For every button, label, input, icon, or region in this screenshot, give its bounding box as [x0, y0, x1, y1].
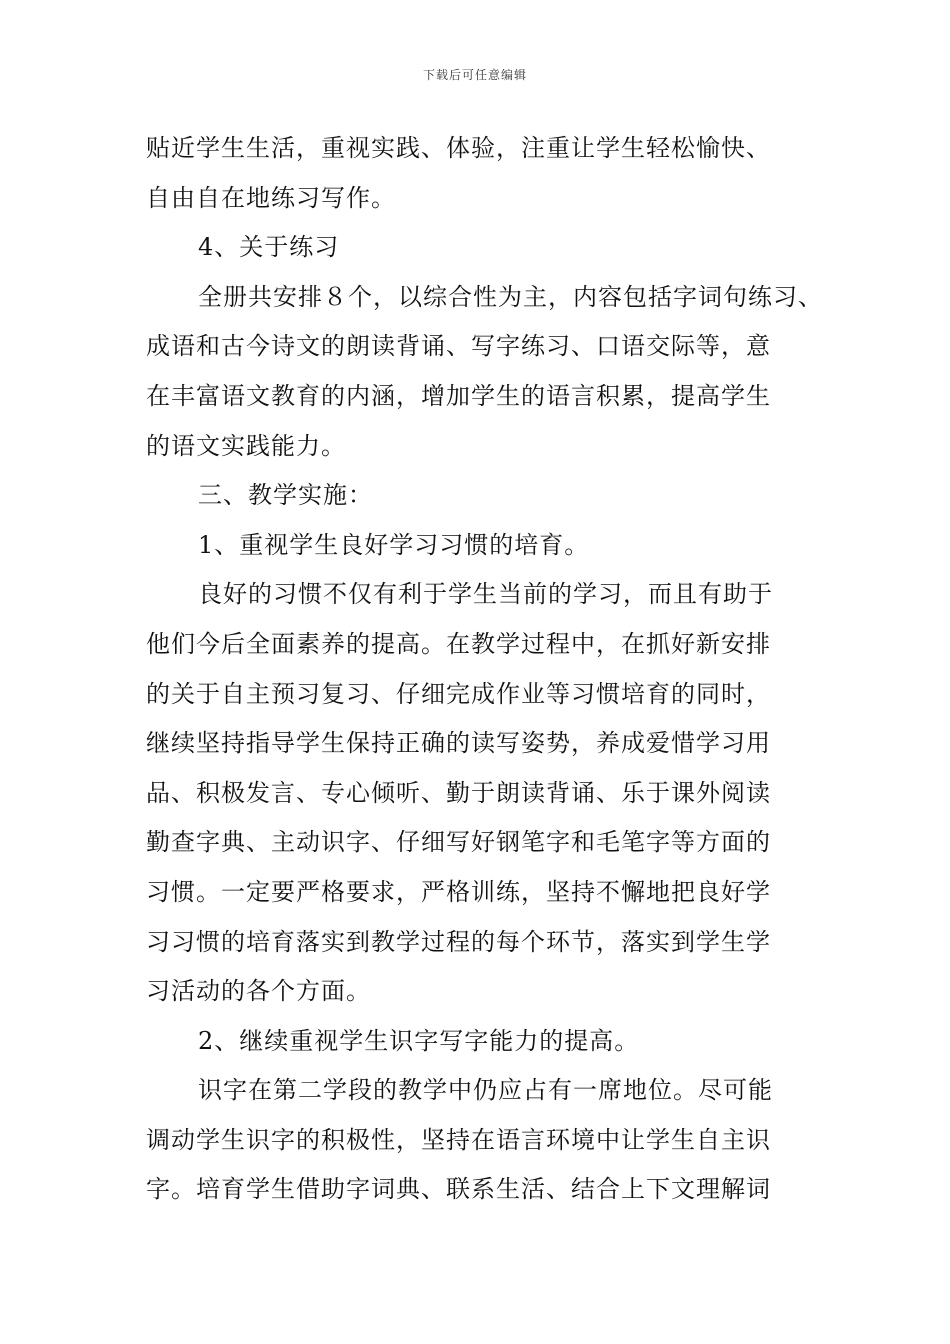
text-line: 全册共安排８个，以综合性为主，内容包括字词句练习、	[198, 282, 823, 311]
section-heading: 三、教学实施：	[198, 481, 373, 510]
text-line: 成语和古今诗文的朗读背诵、写字练习、口语交际等，意	[146, 332, 771, 361]
section-heading: 1、重视学生良好学习习惯的培育。	[198, 530, 590, 559]
text-line: 习活动的各个方面。	[146, 977, 371, 1006]
text-line: 良好的习惯不仅有利于学生当前的学习，而且有助于	[198, 580, 773, 609]
text-line: 的语文实践能力。	[146, 431, 346, 460]
text-line: 贴近学生生活，重视实践、体验，注重让学生轻松愉快、	[146, 134, 771, 162]
text-line: 习习惯的培育落实到教学过程的每个环节，落实到学生学	[146, 927, 771, 956]
header-note: 下载后可任意编辑	[422, 68, 527, 82]
text-line: 调动学生识字的积极性，坚持在语言环境中让学生自主识	[146, 1125, 771, 1154]
text-line: 的关于自主预习复习、仔细完成作业等习惯培育的同时，	[146, 679, 771, 708]
body-text	[146, 124, 823, 1215]
text-line: 字。培育学生借助字词典、联系生活、结合上下文理解词	[146, 1175, 771, 1204]
text-line: 识字在第二学段的教学中仍应占有一席地位。尽可能	[198, 1076, 773, 1105]
text-line: 他们今后全面素养的提高。在教学过程中，在抓好新安排	[146, 629, 771, 658]
text-line: 在丰富语文教育的内涵，增加学生的语言积累，提高学生	[146, 381, 771, 410]
text-line: 继续坚持指导学生保持正确的读写姿势，养成爱惜学习用	[146, 729, 771, 758]
text-line: 勤查字典、主动识字、仔细写好钢笔字和毛笔字等方面的	[146, 828, 771, 857]
text-line: 习惯。一定要严格要求，严格训练，坚持不懈地把良好学	[146, 877, 771, 906]
text-line: 自由自在地练习写作。	[146, 183, 396, 212]
text-line: 品、积极发言、专心倾听、勤于朗读背诵、乐于课外阅读	[146, 778, 771, 807]
section-heading: 4、关于练习	[198, 233, 340, 262]
section-heading: 2、继续重视学生识字写字能力的提高。	[198, 1026, 640, 1055]
